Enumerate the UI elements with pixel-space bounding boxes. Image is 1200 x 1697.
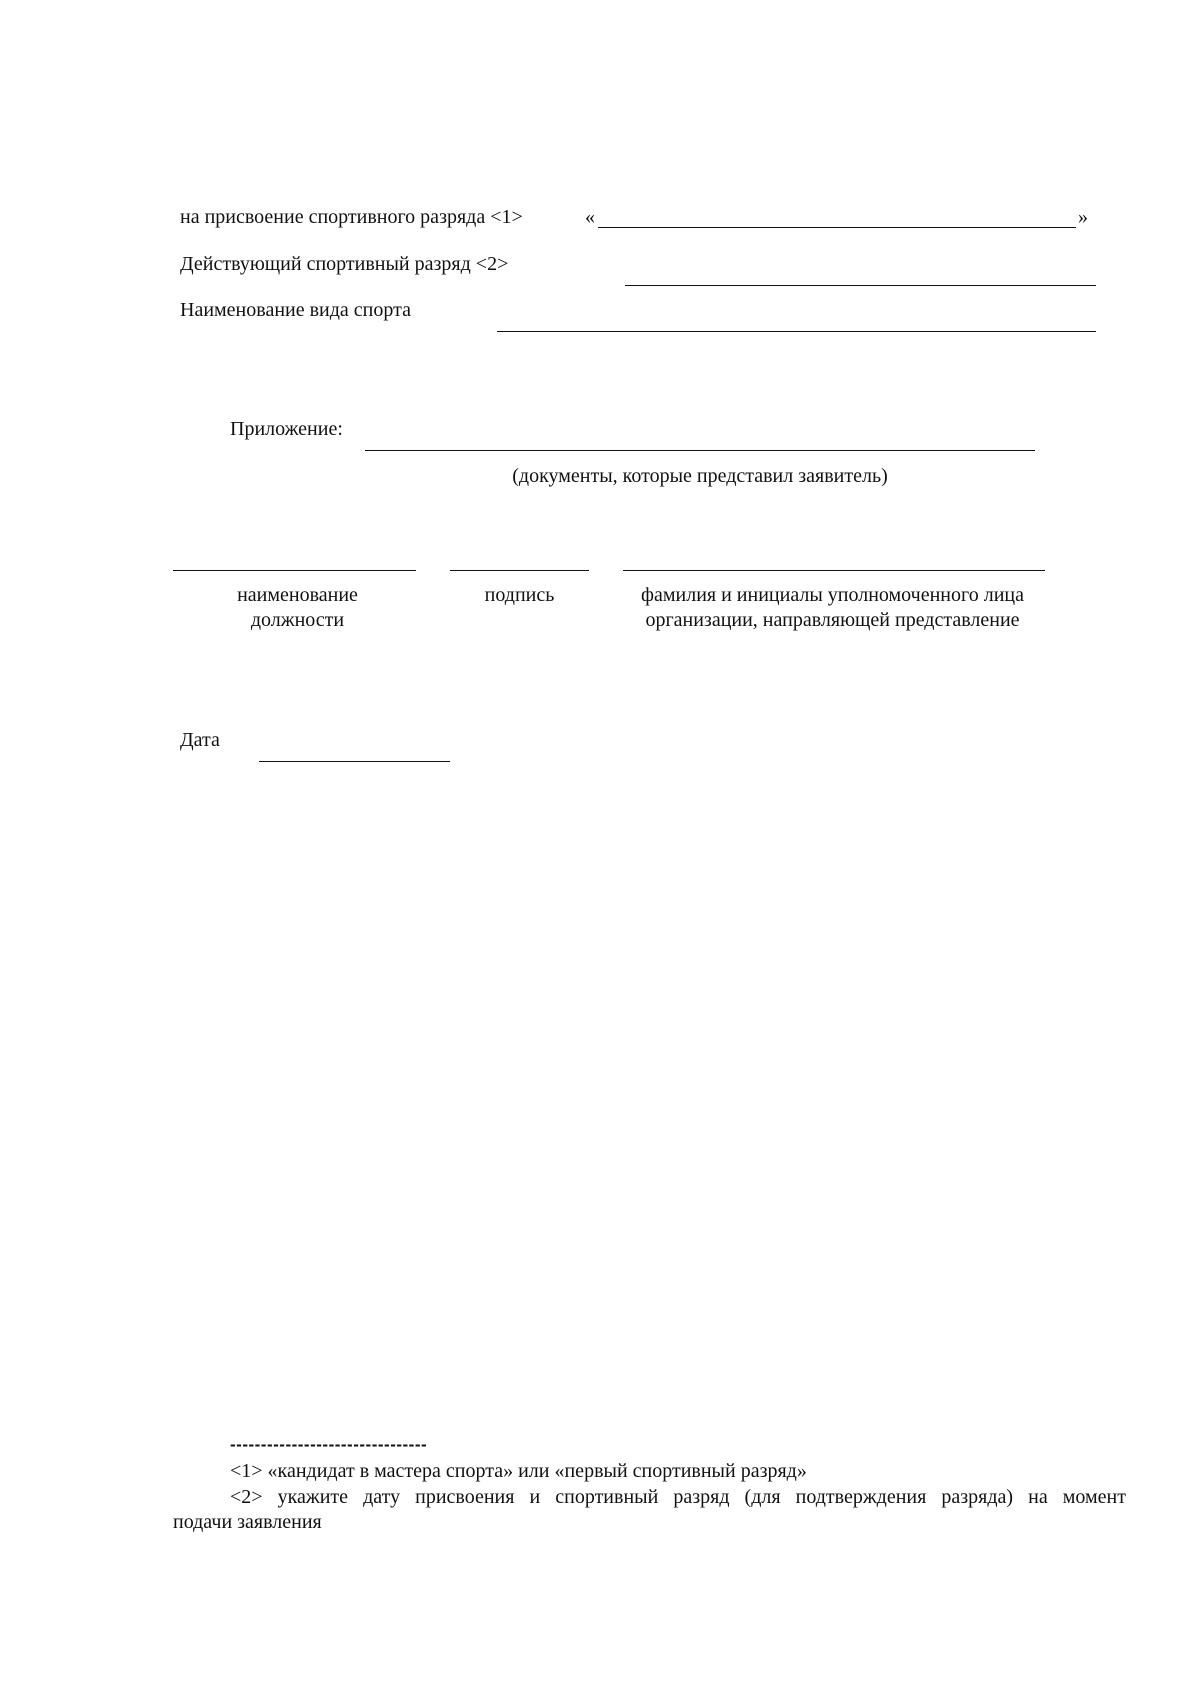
name-caption: фамилия и инициалы уполномоченного лица организации, направляющей представление	[641, 584, 1024, 631]
footnote-1: <1> «кандидат в мастера спорта» или «первый спортивный разряд»	[230, 1460, 807, 1482]
attachment-label: Приложение:	[230, 418, 343, 440]
rank-field[interactable]	[598, 200, 1076, 228]
footnote-separator: --------------------------------	[230, 1435, 428, 1454]
date-field[interactable]	[259, 734, 450, 762]
signature-field[interactable]	[450, 543, 589, 571]
sport-name-label: Наименование вида спорта	[180, 299, 411, 321]
position-field[interactable]	[173, 543, 416, 571]
name-field[interactable]	[623, 543, 1045, 571]
footnote-2-line1: <2> укажите дату присвоения и спортивный разряд (для подтверждения разряда) на момент	[230, 1486, 1126, 1508]
sport-name-field[interactable]	[497, 304, 1096, 332]
signature-caption: подпись	[484, 584, 555, 606]
date-label: Дата	[180, 729, 220, 751]
current-rank-label: Действующий спортивный разряд <2>	[180, 253, 509, 275]
position-caption: наименование должности	[237, 584, 358, 631]
quote-open: «	[585, 206, 595, 228]
footnote-2-line2: подачи заявления	[173, 1511, 322, 1533]
current-rank-field[interactable]	[625, 258, 1096, 286]
attachment-caption: (документы, которые представил заявитель)	[512, 465, 888, 487]
quote-close: »	[1078, 206, 1088, 228]
attachment-field[interactable]	[365, 423, 1035, 451]
rank-label: на присвоение спортивного разряда <1>	[180, 206, 523, 228]
